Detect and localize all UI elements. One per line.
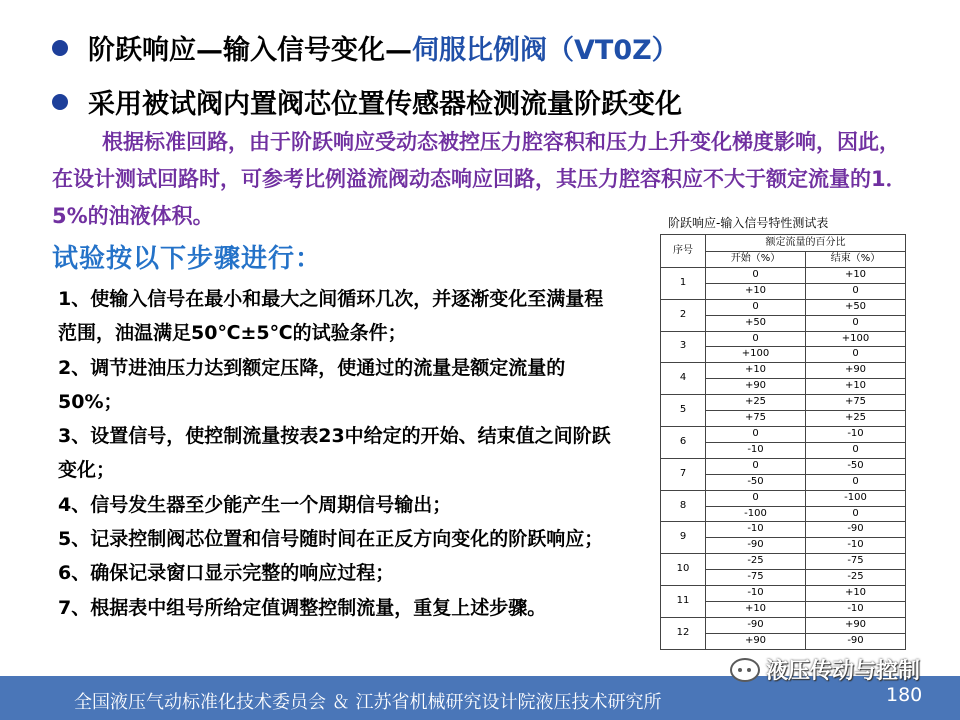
- table-cell-index: 10: [661, 554, 706, 586]
- table-row: [661, 522, 906, 538]
- step-item: 1、使输入信号在最小和最大之间循环几次，并逐渐变化至满量程范围，油温满足50℃±5℃的试验条件；: [58, 288, 604, 345]
- table-cell-index: 6: [661, 426, 706, 458]
- step-item: 6、确保记录窗口显示完整的响应过程；: [58, 562, 395, 585]
- table-cell-index: 12: [661, 617, 706, 649]
- steps-list: [58, 282, 618, 625]
- table-cell-start: 0: [706, 299, 806, 315]
- table-cell-end: +100: [806, 331, 906, 347]
- table-cell-end: -10: [806, 538, 906, 554]
- table-header-end: 结束（%）: [806, 252, 906, 268]
- step-item: 5、记录控制阀芯位置和信号随时间在正反方向变化的阶跃响应；: [58, 528, 604, 551]
- table-row: [661, 331, 906, 347]
- table-row: [661, 586, 906, 602]
- table-row: [661, 267, 906, 283]
- table-cell-end: 0: [806, 347, 906, 363]
- table-cell-end: -90: [806, 633, 906, 649]
- table-cell-start: +50: [706, 315, 806, 331]
- table-cell-end: -10: [806, 601, 906, 617]
- table-cell-start: 0: [706, 458, 806, 474]
- table-cell-end: +10: [806, 586, 906, 602]
- table-cell-index: 2: [661, 299, 706, 331]
- table-cell-start: +75: [706, 411, 806, 427]
- table-cell-end: -50: [806, 458, 906, 474]
- table-header-group: 额定流量的百分比: [706, 235, 906, 252]
- table-cell-start: 0: [706, 490, 806, 506]
- table-cell-end: +10: [806, 379, 906, 395]
- table-row: [661, 363, 906, 379]
- table-cell-start: 0: [706, 267, 806, 283]
- step-item: 2、调节进油压力达到额定压降，使通过的流量是额定流量的50%；: [58, 356, 566, 413]
- table-cell-index: 8: [661, 490, 706, 522]
- table-row: [661, 426, 906, 442]
- table-row: [661, 617, 906, 633]
- table-cell-start: -10: [706, 586, 806, 602]
- table-cell-start: -50: [706, 474, 806, 490]
- table-row: [661, 458, 906, 474]
- table-cell-start: +100: [706, 347, 806, 363]
- heading-2-text: 采用被试阀内置阀芯位置传感器检测流量阶跃变化: [88, 89, 682, 120]
- wechat-icon: [730, 658, 760, 682]
- watermark-text: 液压传动与控制: [766, 659, 921, 684]
- table-title: 阶跃响应-输入信号特性测试表: [668, 216, 829, 230]
- table-row: [661, 395, 906, 411]
- footer-text: 全国液压气动标准化技术委员会 ＆ 江苏省机械研究设计院液压技术研究所: [74, 692, 662, 713]
- table-cell-end: 0: [806, 283, 906, 299]
- table-cell-start: -90: [706, 617, 806, 633]
- table-cell-index: 1: [661, 267, 706, 299]
- table-cell-start: +10: [706, 283, 806, 299]
- step-item: 4、信号发生器至少能产生一个周期信号输出；: [58, 493, 452, 516]
- table-cell-index: 7: [661, 458, 706, 490]
- table-cell-end: -25: [806, 570, 906, 586]
- steps-title: 试验按以下步骤进行：: [52, 244, 323, 274]
- table-cell-start: +10: [706, 363, 806, 379]
- heading-2: [52, 82, 682, 121]
- table-cell-end: +10: [806, 267, 906, 283]
- heading-1-black: 阶跃响应—输入信号变化—: [88, 35, 412, 66]
- table-cell-end: +50: [806, 299, 906, 315]
- table-cell-end: -75: [806, 554, 906, 570]
- table-cell-end: 0: [806, 442, 906, 458]
- bullet-icon: [52, 40, 68, 56]
- table-cell-end: 0: [806, 315, 906, 331]
- table-header-start: 开始（%）: [706, 252, 806, 268]
- table-cell-end: -100: [806, 490, 906, 506]
- table-cell-end: 0: [806, 506, 906, 522]
- bullet-icon: [52, 94, 68, 110]
- table-cell-index: 11: [661, 586, 706, 618]
- step-item: 7、根据表中组号所给定值调整控制流量，重复上述步骤。: [58, 596, 547, 619]
- table-cell-start: -10: [706, 442, 806, 458]
- table-cell-end: 0: [806, 474, 906, 490]
- table-cell-start: +90: [706, 633, 806, 649]
- step-item: 3、设置信号，使控制流量按表23中给定的开始、结束值之间阶跃变化；: [58, 425, 611, 482]
- table-cell-start: -100: [706, 506, 806, 522]
- table-header-index: 序号: [661, 235, 706, 268]
- table-cell-start: +90: [706, 379, 806, 395]
- table-body: [661, 267, 906, 649]
- intro-paragraph-text: 根据标准回路，由于阶跃响应受动态被控压力腔容积和压力上升变化梯度影响，因此，在设计测试回路时，可参考比例溢流阀动态响应回路，其压力腔容积应不大于额定流量的1．5%的油液体积。: [52, 130, 907, 228]
- watermark: [730, 654, 920, 685]
- table-row: [661, 490, 906, 506]
- table-cell-start: -10: [706, 522, 806, 538]
- table-cell-start: -25: [706, 554, 806, 570]
- table-cell-end: -10: [806, 426, 906, 442]
- table-cell-end: -90: [806, 522, 906, 538]
- table-cell-start: -90: [706, 538, 806, 554]
- table-cell-index: 4: [661, 363, 706, 395]
- table-cell-end: +90: [806, 363, 906, 379]
- table-cell-start: 0: [706, 426, 806, 442]
- table-cell-start: +25: [706, 395, 806, 411]
- step-response-table: [660, 234, 906, 650]
- page-number: 180: [886, 684, 923, 706]
- table-cell-start: -75: [706, 570, 806, 586]
- table-cell-index: 5: [661, 395, 706, 427]
- table-cell-index: 3: [661, 331, 706, 363]
- table-cell-end: +25: [806, 411, 906, 427]
- table-cell-index: 9: [661, 522, 706, 554]
- table-cell-start: 0: [706, 331, 806, 347]
- table-cell-end: +75: [806, 395, 906, 411]
- table-cell-start: +10: [706, 601, 806, 617]
- heading-1: [52, 28, 679, 67]
- table-cell-end: +90: [806, 617, 906, 633]
- table-row: [661, 299, 906, 315]
- table-row: [661, 554, 906, 570]
- heading-1-blue: 伺服比例阀（VT0Z）: [412, 35, 679, 66]
